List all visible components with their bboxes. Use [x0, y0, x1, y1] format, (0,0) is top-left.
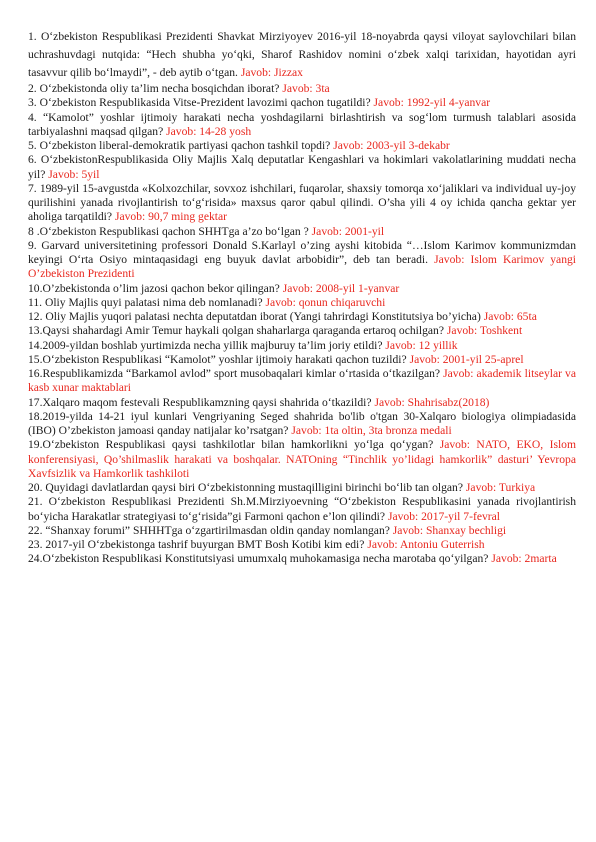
question-item	[28, 524, 576, 538]
answer-text: Javob: Toshkent	[446, 324, 523, 338]
question-item	[28, 239, 576, 282]
answer-text: Javob: akademik litseylar va kasb xunar maktablari	[28, 367, 576, 395]
question-text: 21. O‘zbekiston Respublikasi Prezidenti Sh.M.Mirziyoevning “O‘zbekiston Respublikasini yanada rivojlantirish bo‘yicha Harakatlar strategiyasi to‘g‘risida”gi Farmoni qachon e’lon qilindi?	[28, 495, 576, 523]
question-text: 16.Respublikamizda “Barkamol avlod” sport musobaqalari kimlar o‘rtasida o‘tkazilgan?	[28, 367, 441, 380]
question-text: 20. Quyidagi davlatlardan qaysi biri O‘zbekistonning mustaqilligini birinchi bo‘lib tan olgan?	[28, 481, 464, 494]
question-item	[28, 139, 576, 153]
question-text: 9. Garvard universitetining professori Donald S.Karlayl o’zing ayshi kitobida “…Islom Karimov kommunizmdan keyingi O‘rta Osiyo mintaqasidagi eng buyuk davlat arbobidir”, deb tan beradi.	[28, 238, 576, 266]
question-text: 5. O‘zbekiston liberal-demokratik partiyasi qachon tashkil topdi?	[28, 139, 331, 152]
question-item	[28, 111, 576, 140]
question-item	[28, 481, 576, 495]
question-item	[28, 153, 576, 182]
answer-text: Javob: 5yil	[48, 167, 100, 181]
question-item	[28, 396, 576, 410]
answer-text: Javob: Jizzax	[240, 66, 303, 79]
question-text: 15.O‘zbekiston Respublikasi “Kamolot” yoshlar ijtimoiy harakati qachon tuzildi?	[28, 352, 407, 366]
answer-text: Javob: 2008-yil 1-yanvar	[282, 281, 400, 295]
question-text: 13.Qaysi shahardagi Amir Temur haykali qolgan shaharlarga qaraganda ertaroq ochilgan?	[28, 324, 444, 338]
question-text: 3. O‘zbekiston Respublikasida Vitse-Prezident lavozimi qachon tugatildi?	[28, 96, 371, 110]
question-item	[28, 339, 576, 353]
answer-text: Javob: Islom Karimov yangi O’zbekiston Prezidenti	[28, 253, 577, 281]
question-text: 12. Oliy Majlis yuqori palatasi nechta deputatdan iborat (Yangi tahrirdagi Konstitutsiya bo’yicha)	[28, 310, 481, 323]
answer-text: Javob: 2017-yil 7-fevral	[387, 509, 500, 523]
question-text: 19.O‘zbekiston Respublikasi qaysi tashkilotlar bilan hamkorlikni yo‘lga qo‘ygan?	[28, 438, 434, 452]
question-item	[28, 282, 576, 296]
answer-text: Javob: 12 yillik	[385, 338, 458, 352]
answer-text: Javob: Shahrisabz(2018)	[374, 395, 490, 409]
question-item	[28, 310, 576, 324]
question-text: 24.O‘zbekiston Respublikasi Konstitutsiyasi umumxalq muhokamasiga necha marotaba qo‘yilgan?	[28, 552, 489, 566]
question-text: 7. 1989-yil 15-avgustda «Kolxozchilar, sovxoz ishchilari, fuqarolar, shaxsiy tomorqa xo‘jaliklari va individual uy-joy qurilishini yanada rivojlantirish to‘g‘risida» maxsus qaror qabul qilindi. O’sha yili 4 oy ichida qancha gektar yer aholiga tarqatildi?	[28, 181, 576, 224]
question-text: 23. 2017-yil O‘zbekistonga tashrif buyurgan BMT Bosh Kotibi kim edi?	[28, 538, 365, 551]
question-item	[28, 296, 576, 310]
answer-text: Javob: 90,7 ming gektar	[114, 210, 227, 224]
answer-text: Javob: 2001-yil 25-aprel	[409, 352, 524, 366]
question-text: 17.Xalqaro maqom festevali Respublikamzning qaysi shahrida o‘tkazildi?	[28, 395, 372, 409]
question-text: 18.2019-yilda 14-21 iyul kunlari Vengriyaning Seged shahrida bo'lib o'tgan 30-Xalqaro biologiya olimpiadasida (IBO) O’zbekiston jamoasi qanday natijalar ko’rsatgan?	[28, 409, 576, 437]
question-text: 1. O‘zbekiston Respublikasi Prezidenti Shavkat Mirziyoyev 2016-yil 18-noyabrda qaysi viloyat saylovchilari bilan uchrashuvdagi nutqida: “Hech shubha yo‘qki, Sharof Rashidov nomini o‘zbek xalqi tarixidan, hayotidan ayri tasavvur qilib bo‘lmaydi”, - deb aytib o‘tgan.	[28, 30, 576, 79]
question-text: 22. “Shanxay forumi” SHHHTga o‘zgartirilmasdan oldin qanday nomlangan?	[28, 523, 390, 537]
question-item	[28, 538, 576, 552]
answer-text: Javob: 1ta oltin, 3ta bronza medali	[291, 424, 452, 437]
question-text: 4. “Kamolot” yoshlar ijtimoiy harakati necha yoshdagilarni birlashtirish va sog‘lom turmush talablari asosida tarbiyalashni maqsad qilgan?	[28, 110, 576, 138]
answer-text: Javob: Antoniu Guterrish	[367, 538, 485, 551]
answer-text: Javob: qonun chiqaruvchi	[265, 295, 386, 309]
question-item	[28, 552, 576, 566]
question-item	[28, 410, 576, 439]
question-text: 8 .O‘zbekiston Respublikasi qachon SHHTga a’zo bo‘lgan ?	[28, 224, 309, 238]
question-text: 10.O’zbekistonda o’lim jazosi qachon bekor qilingan?	[28, 281, 280, 295]
question-item	[28, 82, 576, 96]
question-item	[28, 28, 576, 82]
question-item	[28, 96, 576, 110]
question-text: 11. Oliy Majlis quyi palatasi nima deb nomlanadi?	[28, 295, 263, 309]
question-item	[28, 225, 576, 239]
answer-text: Javob: 2003-yil 3-dekabr	[333, 139, 450, 152]
question-list	[28, 28, 576, 567]
answer-text: Javob: Shanxay bechligi	[392, 523, 507, 537]
answer-text: Javob: Turkiya	[465, 481, 536, 494]
answer-text: Javob: 1992-yil 4-yanvar	[373, 96, 491, 110]
question-text: 14.2009-yildan boshlab yurtimizda necha yillik majburuy ta’lim joriy etildi?	[28, 338, 383, 352]
question-item	[28, 182, 576, 225]
answer-text: Javob: 14-28 yosh	[166, 124, 252, 138]
answer-text: Javob: 65ta	[483, 310, 537, 323]
question-item	[28, 353, 576, 367]
question-text: 6. O‘zbekistonRespublikasida Oliy Majlis Xalq deputatlar Kengashlari va hokimlari vakolatlarining muddati necha yil?	[28, 153, 576, 181]
answer-text: Javob: NATO, EKO, Islom konferensiyasi, Qo’shilmaslik harakati va boshqalar. NATOning “Tinchlik yo’lidagi hamkorlik” dasturi’ Yevropa Xavfsizlik va Hamkorlik tashkiloti	[28, 438, 577, 480]
question-text: 2. O‘zbekistonda oliy ta’lim necha bosqichdan iborat?	[28, 82, 280, 95]
question-item	[28, 324, 576, 338]
question-item	[28, 367, 576, 396]
answer-text: Javob: 3ta	[282, 82, 330, 95]
answer-text: Javob: 2001-yil	[311, 224, 385, 238]
question-item	[28, 438, 576, 481]
answer-text: Javob: 2marta	[491, 552, 557, 566]
question-item	[28, 495, 576, 524]
